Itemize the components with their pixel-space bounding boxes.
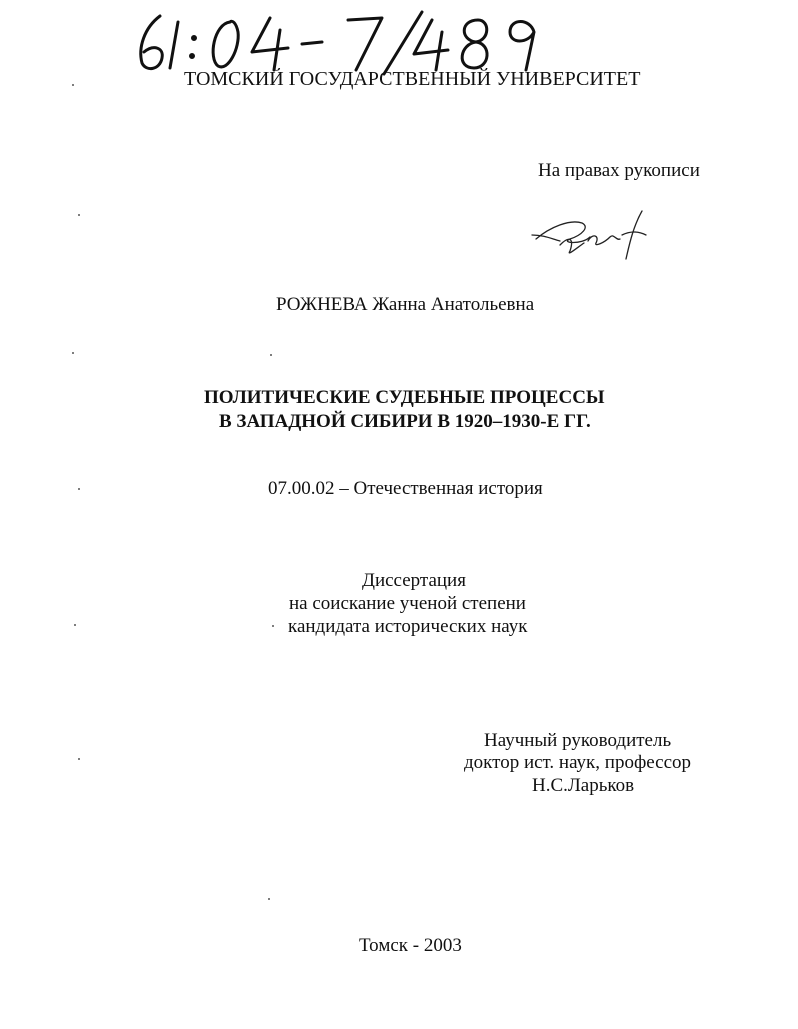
degree-purpose: на соискание ученой степени [289,593,526,614]
supervisor-degree: доктор ист. наук, профессор [464,752,692,773]
handwritten-archive-number [130,8,560,76]
manuscript-rights: На правах рукописи [538,160,700,181]
dissertation-type: Диссертация [362,570,466,591]
dissertation-title-line-2: В ЗАПАДНОЙ СИБИРИ В 1920–1930-Е ГГ. [219,411,591,432]
scan-speck [78,488,80,490]
author-name: РОЖНЕВА Жанна Анатольевна [276,294,535,315]
scan-speck [78,758,80,760]
scan-speck [272,625,274,627]
scan-speck [268,898,270,900]
university-name: ТОМСКИЙ ГОСУДАРСТВЕННЫЙ УНИВЕРСИТЕТ [184,68,641,90]
city-year: Томск - 2003 [359,935,462,956]
scan-speck [72,352,74,354]
dissertation-title-line-1: ПОЛИТИЧЕСКИЕ СУДЕБНЫЕ ПРОЦЕССЫ [204,387,605,408]
supervisor-role: Научный руководитель [484,730,672,751]
specialty-code: 07.00.02 – Отечественная история [268,478,543,499]
degree-name: кандидата исторических наук [288,616,528,637]
signature-image [530,205,655,263]
scan-speck [74,624,76,626]
scan-speck [72,84,74,86]
scan-speck [270,354,272,356]
scan-speck [78,214,80,216]
supervisor-name: Н.С.Ларьков [532,775,635,796]
